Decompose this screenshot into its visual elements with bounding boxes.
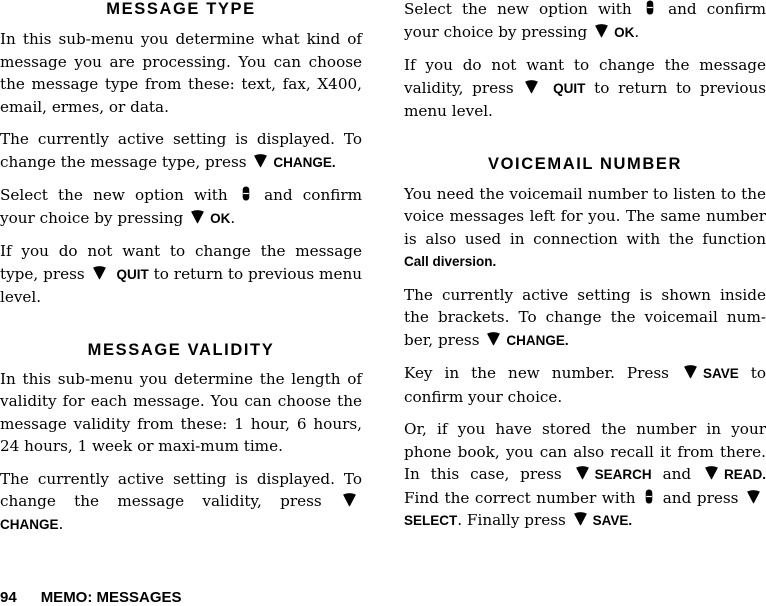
paragraph-text: . [230,208,236,227]
key-label: CHANGE. [273,154,336,170]
paragraph-text: Key in the new number. Press [404,364,669,382]
heading-message-validity: MESSAGE VALIDITY [87,340,275,359]
paragraph-text: Or, if you have stored the number in your phone book, you can also recall it from there. In this case, press [404,420,766,483]
paragraph-text: to return to previous menu level. [404,78,766,120]
paragraph-text: In this sub-menu you determine the length of validity for each message. You can choose the message validity from these: 1 hour, 6 hours, 24 hours, 1 week or maxi-mum time. [0,369,362,455]
softkey-icon [746,489,761,504]
softkey-icon [575,465,590,480]
paragraph-text: Select the new option with [0,186,228,204]
paragraph [404,0,766,44]
paragraph [0,368,362,458]
paragraph-text: and confirm your choice by pressing [0,186,363,227]
softkey-icon [486,331,501,346]
paragraph-text: If you do not want to change the message type, press [0,242,362,283]
paragraph [404,284,766,353]
key-label: SEARCH [594,467,652,482]
scroll-key-icon [646,0,654,15]
paragraph-text: In this sub-menu you determine what kind of message you are processing. You can choose the message type from these: text, fax, X400, email, ermes, or data. [0,30,362,116]
softkey-icon [594,23,609,38]
paragraph-text: . [634,22,640,41]
paragraph-text: . Finally press [457,511,566,529]
paragraph-text: to confirm your choice. [404,364,766,406]
softkey-icon [704,465,719,480]
key-label: OK [210,210,231,226]
key-label: SAVE [702,366,739,381]
key-label: QUIT [553,80,586,96]
scroll-key-icon [645,489,653,504]
paragraph-text: The currently active setting is shown inside the brackets. To change the voicemail num-ber, press [404,285,766,349]
paragraph [404,183,766,274]
softkey-icon [573,511,588,526]
scroll-key-icon [242,186,250,201]
paragraph-text: to return to previous menu level. [0,264,363,306]
paragraph-text: and press [662,488,739,507]
paragraph [0,28,362,118]
paragraph-text: If you do not want to change the message validity, press [404,56,766,97]
softkey-icon [342,492,357,507]
softkey-icon [190,209,205,224]
left-column [0,0,362,536]
key-label: READ. [724,467,766,482]
paragraph [404,54,766,123]
paragraph-text: and confirm your choice by pressing [404,0,766,41]
paragraph-text: The currently active setting is displayed. To change the message validity, press [0,469,362,510]
paragraph [0,184,362,230]
softkey-icon [683,364,698,379]
paragraph [404,418,766,533]
key-label: QUIT [116,266,149,282]
page-number: 94 [0,589,17,606]
key-label: SELECT [404,513,458,528]
paragraph-text: The currently active setting is displayed. To change the message type, press [0,130,362,171]
key-label: OK [614,24,635,40]
paragraph [0,240,362,309]
paragraph-text: . [58,514,64,533]
key-label: CHANGE. [506,332,569,348]
paragraph [0,468,362,537]
key-label: Call diversion. [404,254,497,269]
paragraph [404,362,766,408]
softkey-icon [524,79,539,94]
paragraph-text: and [662,465,692,483]
section-title: MEMO: MESSAGES [40,589,182,606]
key-label: SAVE. [592,513,633,528]
heading-message-type: MESSAGE TYPE [106,0,256,18]
key-label: CHANGE [0,516,59,532]
paragraph-text: You need the voicemail number to listen to the voice messages left for you. The same number is also used in connection with the function [404,184,766,248]
right-column [404,0,766,533]
softkey-icon [92,265,107,280]
softkey-icon [253,153,268,168]
paragraph [0,128,362,174]
paragraph-text: Find the correct number with [404,488,636,507]
heading-voicemail-number: VOICEMAIL NUMBER [488,154,682,173]
paragraph-text: Select the new option with [404,0,632,18]
page-footer [0,589,182,606]
